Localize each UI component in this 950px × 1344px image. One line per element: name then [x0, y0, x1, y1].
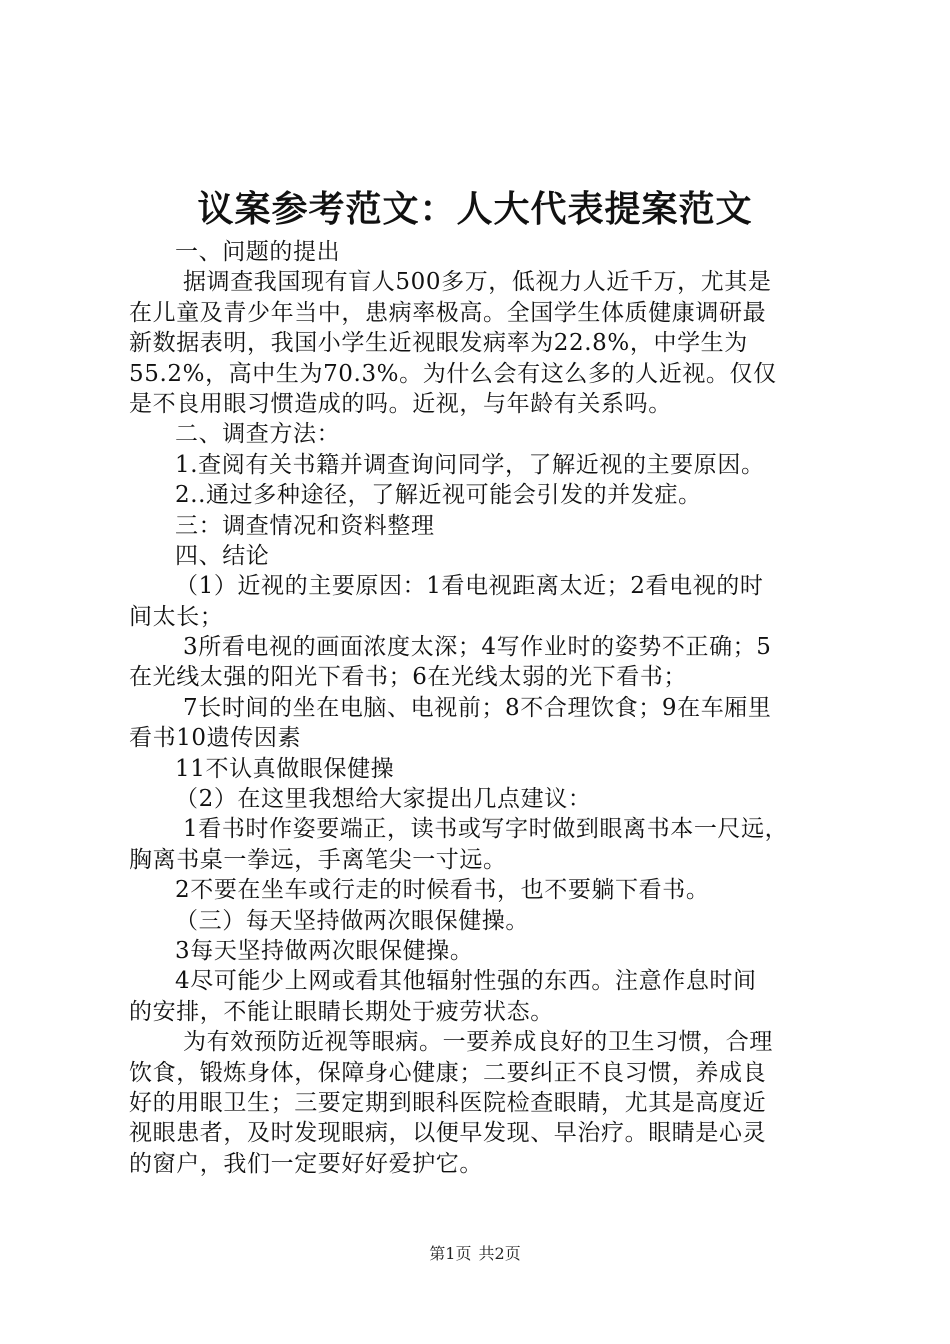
paragraph-line: 55.2%，高中生为70.3%。为什么会有这么多的人近视。仅仅 [129, 360, 777, 387]
paragraph-line: 是不良用眼习惯造成的吗。近视，与年龄有关系吗。 [129, 390, 672, 417]
list-item: （三）每天坚持做两次眼保健操。 [175, 907, 529, 934]
paragraph-line: 新数据表明，我国小学生近视眼发病率为22.8%，中学生为 [129, 330, 748, 357]
paragraph-line: 的安排，不能让眼睛长期处于疲劳状态。 [129, 998, 554, 1025]
paragraph-line: 据调查我国现有盲人500多万，低视力人近千万，尤其是 [183, 269, 772, 296]
section-heading: 二、调查方法： [175, 421, 341, 448]
paragraph-line: 在儿童及青少年当中，患病率极高。全国学生体质健康调研最 [129, 299, 767, 326]
document-body [129, 237, 834, 1179]
section-heading: 一、问题的提出 [175, 239, 341, 265]
section-heading: 四、结论 [175, 542, 270, 569]
list-item: 2不要在坐车或行走的时候看书，也不要躺下看书。 [175, 877, 710, 904]
page-total: 共2页 [478, 1244, 521, 1263]
paragraph-line: 看书10遗传因素 [129, 725, 302, 752]
page-footer [0, 1243, 950, 1265]
list-item: 2..通过多种途径，了解近视可能会引发的并发症。 [175, 482, 702, 509]
paragraph-line: 视眼患者，及时发现眼病，以便早发现、早治疗。眼睛是心灵 [129, 1120, 767, 1147]
list-item: 4尽可能少上网或看其他辐射性强的东西。注意作息时间 [175, 968, 757, 995]
page-number: 第1页 [429, 1244, 472, 1263]
list-item: 1看书时作姿要端正，读书或写字时做到眼离书本一尺远， [183, 816, 789, 843]
paragraph-line: 好的用眼卫生；三要定期到眼科医院检查眼睛，尤其是高度近 [129, 1089, 767, 1116]
paragraph-line: 3所看电视的画面浓度太深；4写作业时的姿势不正确；5 [183, 634, 772, 661]
section-heading: 三：调查情况和资料整理 [175, 512, 435, 539]
section-heading: （2）在这里我想给大家提出几点建议： [175, 786, 592, 813]
paragraph-line: 为有效预防近视等眼病。一要养成良好的卫生习惯，合理 [183, 1029, 773, 1056]
list-item: 3每天坚持做两次眼保健操。 [175, 937, 474, 964]
paragraph-line: 11不认真做眼保健操 [175, 755, 395, 782]
paragraph-line: 的窗户，我们一定要好好爱护它。 [129, 1150, 483, 1177]
document-title: 议案参考范文：人大代表提案范文 [197, 188, 753, 230]
paragraph-line: 饮食，锻炼身体，保障身心健康；二要纠正不良习惯，养成良 [129, 1059, 767, 1086]
list-item: 1.查阅有关书籍并调查询问同学，了解近视的主要原因。 [175, 451, 765, 478]
paragraph-line: （1）近视的主要原因：1看电视距离太近；2看电视的时 [175, 573, 764, 600]
paragraph-line: 7长时间的坐在电脑、电视前；8不合理饮食；9在车厢里 [183, 694, 772, 721]
paragraph-line: 在光线太强的阳光下看书；6在光线太弱的光下看书； [129, 664, 688, 691]
paragraph-line: 间太长； [129, 603, 224, 630]
paragraph-line: 胸离书桌一拳远，手离笔尖一寸远。 [129, 846, 507, 873]
